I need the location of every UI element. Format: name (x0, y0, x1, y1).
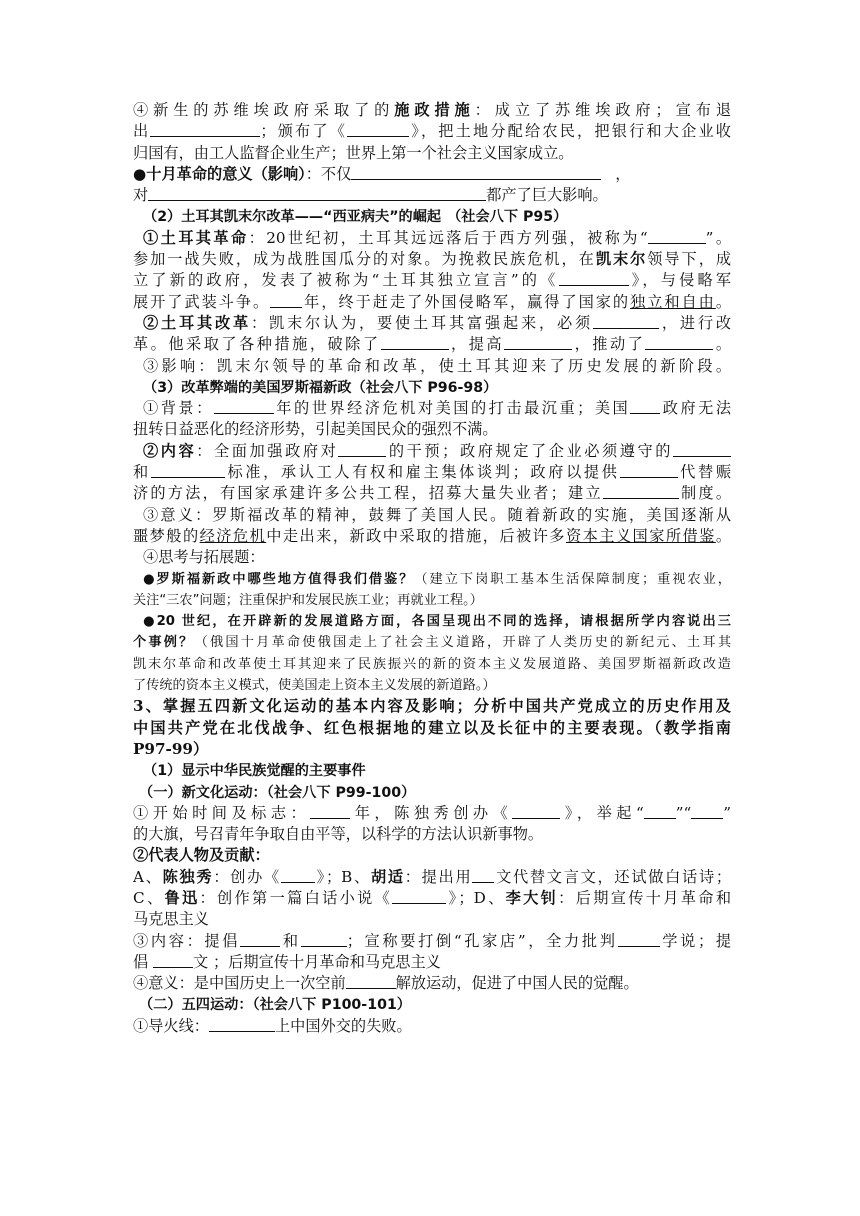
text: ④新生的苏维埃政府采取了的 (133, 101, 395, 119)
bold-term: 凯末尔 (595, 250, 648, 269)
text: 和 (280, 931, 301, 950)
sec3-sub1 (133, 760, 731, 781)
think-q2-line-2 (133, 632, 731, 653)
section-reference: （社会八下 P99-100） (266, 784, 416, 801)
fill-blank[interactable] (648, 228, 706, 244)
fill-blank[interactable] (346, 973, 396, 989)
text: ①背景： (143, 399, 214, 418)
text: 出 (133, 122, 151, 141)
fill-blank[interactable] (472, 867, 494, 883)
fill-blank[interactable] (392, 888, 446, 904)
text: 革。他采取了各种措施，破除了 (133, 335, 381, 354)
text: ，进行改 (659, 313, 731, 332)
text: ；颁布了《 (260, 122, 348, 141)
person-name: 李大钊 (505, 888, 559, 907)
text: 3、掌握五四新文化运动的基本内容及影响；分析中国共产党成立的历史作用及 (133, 697, 731, 716)
text: 济的方法，有国家承建许多公共工程，招募大量失业者；建立 (133, 484, 603, 503)
answer: （建立下岗职工基本生活保障制度；重视农业， (414, 571, 731, 587)
section-heading: （一）新文化运动： (139, 784, 267, 801)
fill-blank[interactable] (603, 483, 679, 499)
text: 政府无法 (660, 399, 731, 418)
text: ；宣称要打倒“孔家店”，全力批判 (346, 931, 618, 950)
turkey-rev-line-2 (133, 249, 731, 270)
fill-blank[interactable] (691, 803, 723, 819)
text: 年的世界经济危机对美国的打击最沉重；美国 (273, 399, 631, 418)
text: ”。 (705, 228, 731, 247)
nc-heading (133, 782, 731, 803)
fill-blank[interactable] (151, 462, 225, 478)
text: 。 (715, 292, 731, 311)
text: 代替赈 (677, 463, 731, 482)
text: ：创作第一篇白话小说《 (199, 888, 393, 907)
text: 对 (133, 186, 149, 205)
rep-line-3 (133, 909, 731, 930)
text: 》；D、 (446, 888, 506, 907)
fill-blank[interactable] (512, 803, 560, 819)
answer: 了传统的资本主义模式，使美国走上资本主义发展的新道路。） (133, 678, 496, 694)
section-reference: （社会八下 P96-98） (351, 379, 498, 396)
turkey-rev-line-4 (133, 292, 731, 313)
fill-blank[interactable] (618, 931, 660, 947)
turkey-heading (133, 206, 731, 227)
section-heading: （二）五四运动： (139, 997, 253, 1014)
text: 立了新的政府，发表了被称为“土耳其独立宣言”的《 (133, 271, 559, 290)
usa-heading (133, 377, 731, 398)
fill-blank[interactable] (620, 462, 678, 478)
fill-blank[interactable] (281, 867, 315, 883)
text: 年，陈独秀创办《 (350, 803, 513, 822)
soviet-measures-line-1 (133, 100, 731, 121)
text: 。 (713, 335, 731, 354)
text: 噩梦般的 (133, 526, 200, 545)
usa-sig-line-2 (133, 526, 731, 547)
text: ”“ (675, 803, 692, 822)
rep-label (133, 845, 731, 866)
usa-bg-line-2 (133, 419, 731, 440)
text: ④思考与拓展题： (143, 548, 265, 567)
significance-line-2 (133, 185, 731, 206)
bullet-heading: ●十月革命的意义（影响） (133, 164, 306, 183)
fill-blank[interactable] (593, 313, 659, 329)
text: ：成立了苏维埃政府；宣布退 (474, 101, 731, 119)
text: ③内容：提倡 (133, 931, 241, 950)
text: 领导下，成 (647, 250, 731, 269)
usa-sig-line-1 (133, 505, 731, 526)
fill-blank[interactable] (559, 270, 629, 286)
text: C、 (133, 888, 165, 907)
text: ：后期宣传十月革命和 (558, 888, 731, 907)
text: 学说；提 (659, 931, 731, 950)
text: ③影响：凯末尔领导的革命和改革，使土耳其迎来了历史发展的新阶段。 (143, 356, 731, 375)
nc-line-2 (133, 824, 731, 845)
sec3-heading-line-3 (133, 739, 731, 760)
usa-content-line-3 (133, 483, 731, 504)
turkey-rev-line-3 (133, 270, 731, 291)
text: 展开了武装斗争。 (133, 292, 271, 311)
think-q1-line-2 (133, 590, 731, 611)
text: ：提出用 (404, 867, 473, 886)
answer: 关注“三农”问题；注重保护和发展民族工业；再就业工程。） (133, 592, 483, 608)
text: 中走出来，新政中采取的措施，后被许多 (266, 526, 566, 545)
text: ①导火线： (133, 1016, 209, 1035)
fill-blank[interactable] (148, 185, 486, 201)
fill-blank[interactable] (240, 931, 280, 947)
text: 参加一战失败，成为战胜国瓜分的对象。为挽救民族危机，在 (133, 250, 596, 269)
text: ：不仅 (305, 164, 352, 183)
text: 标准，承认工人有权和雇主集体谈判；政府以提供 (224, 463, 620, 482)
answer: （俄国十月革命使俄国走上了社会主义道路，开辟了人类历史的新纪元、土耳其 (194, 635, 731, 651)
rep-line-1 (133, 867, 731, 888)
fill-blank[interactable] (347, 121, 409, 137)
item-label: ②代表人物及贡献： (133, 846, 270, 865)
rep-line-2 (133, 888, 731, 909)
text: 。 (715, 526, 731, 545)
text: 年，终于赶走了外国侵略军，赢得了国家的 (302, 292, 631, 311)
soviet-measures-line-2 (133, 121, 731, 142)
ms-heading (133, 994, 731, 1015)
text: 文代替文言文，还试做白话诗； (494, 867, 731, 886)
person-name: 胡适 (370, 867, 405, 886)
person-name: 鲁迅 (164, 888, 200, 907)
section-heading: （3）改革弊端的美国罗斯福新政 (143, 379, 352, 396)
text: ， (615, 164, 631, 183)
fill-blank[interactable] (630, 398, 660, 414)
person-name: 陈独秀 (162, 867, 214, 886)
section-heading: （1）显示中华民族觉醒的主要事件 (143, 763, 366, 780)
nc-line-1 (133, 803, 731, 824)
underlined-term: 独立和自由 (630, 292, 716, 311)
text: 马克思主义 (133, 910, 209, 929)
fill-blank[interactable] (214, 398, 274, 414)
item-label: ②内容 (143, 441, 197, 460)
ms-line-1 (133, 1016, 731, 1037)
bold-term: 施政措施 (394, 101, 475, 119)
fill-blank[interactable] (338, 441, 386, 457)
text: 的大旗，号召青年争取自由平等，以科学的方法认识新事物。 (133, 825, 544, 844)
document-page (133, 100, 731, 1037)
fill-blank[interactable] (270, 292, 302, 308)
text: 归国有，由工人监督企业生产；世界上第一个社会主义国家成立。 (133, 143, 574, 162)
fill-blank[interactable] (644, 803, 676, 819)
think-q2-line-4 (133, 675, 731, 696)
text: 和 (133, 463, 151, 482)
text: ③意义：罗斯福改革的精神，鼓舞了美国人民。随着新政的实施，美国逐渐从 (143, 505, 731, 524)
text: ，提高 (448, 335, 505, 354)
fill-blank[interactable] (381, 334, 449, 350)
section-heading: （2）土耳其凯末尔改革——“西亚病夫”的崛起 (143, 209, 442, 226)
cnt-line-1 (133, 931, 731, 952)
sec3-heading-line-1 (133, 696, 731, 717)
usa-content-line-1 (133, 441, 731, 462)
text: 》，举起“ (560, 803, 644, 822)
soviet-measures-line-3 (133, 143, 731, 164)
fill-blank[interactable] (209, 1016, 275, 1032)
text: ④意义：是中国历史上一次空前 (133, 974, 346, 993)
text: 倡 (133, 952, 154, 971)
turkey-reform-line-2 (133, 334, 731, 355)
underlined-term: 经济危机 (199, 526, 267, 545)
usa-bg-line-1 (133, 398, 731, 419)
fill-blank[interactable] (645, 334, 713, 350)
cnt-line-2 (133, 952, 731, 973)
text: ，推动了 (572, 335, 646, 354)
text: ：凯末尔认为，要使土耳其富强起来，必须 (251, 313, 593, 332)
item-label: ①土耳其革命 (143, 228, 249, 247)
fill-blank[interactable] (351, 164, 601, 180)
think-q1-line-1 (133, 569, 731, 590)
text: 中国共产党在北伐战争、红色根据地的建立以及长征中的主要表现。（教学指南 (133, 718, 731, 737)
question: ●20 世纪，在开辟新的发展道路方面，各国呈现出不同的选择，请根据所学内容说出三 (143, 614, 731, 630)
text: ①开始时间及标志： (133, 803, 311, 822)
text: ：创办《 (213, 867, 281, 886)
section-reference: （社会八下 P95） (447, 209, 568, 226)
text: 都产了巨大影响。 (486, 186, 608, 205)
text: P97-99） (133, 739, 209, 758)
text: 制度。 (678, 484, 731, 503)
text: 》；B、 (314, 867, 371, 886)
turkey-impact (133, 356, 731, 377)
text: 文 ；后期宣传十月革命和马克思主义 (193, 952, 441, 971)
item-label: ②土耳其改革 (143, 313, 251, 332)
text: ：全面加强政府对 (196, 441, 339, 460)
think-q2-line-3 (133, 654, 731, 675)
fill-blank[interactable] (150, 121, 260, 137)
turkey-rev-line-1 (133, 228, 731, 249)
fill-blank[interactable] (504, 334, 572, 350)
text: 解放运动，促进了中国人民的觉醒。 (395, 974, 639, 993)
text: ：20世纪初，土耳其远远落后于西方列强，被称为“ (248, 228, 648, 247)
fill-blank[interactable] (301, 931, 347, 947)
fill-blank[interactable] (153, 952, 193, 968)
fill-blank[interactable] (310, 803, 350, 819)
fill-blank[interactable] (673, 441, 731, 457)
text: 的干预；政府规定了企业必须遵守的 (386, 441, 674, 460)
underlined-term: 资本主义国家所借鉴 (565, 526, 716, 545)
turkey-reform-line-1 (133, 313, 731, 334)
text: 》，与侵略军 (628, 271, 731, 290)
significance-line-1 (133, 164, 731, 185)
sec3-heading-line-2 (133, 718, 731, 739)
question: 个事例？ (133, 635, 195, 651)
answer: 凯末尔革命和改革使土耳其迎来了民族振兴的新的资本主义发展道路、美国罗斯福新政改造 (133, 656, 731, 672)
question: ●罗斯福新政中哪些地方值得我们借鉴？ (143, 571, 415, 587)
nc-sig (133, 973, 731, 994)
usa-content-line-2 (133, 462, 731, 483)
section-reference: （社会八下 P100-101） (252, 997, 411, 1014)
text: 》，把土地分配给农民，把银行和大企业收 (409, 122, 731, 141)
text: 上中国外交的失败。 (274, 1016, 412, 1035)
usa-think-label (133, 547, 731, 568)
think-q2-line-1 (133, 611, 731, 632)
text: 扭转日益恶化的经济形势，引起美国民众的强烈不满。 (133, 420, 498, 439)
text: A、 (133, 867, 163, 886)
text: ” (723, 803, 731, 822)
